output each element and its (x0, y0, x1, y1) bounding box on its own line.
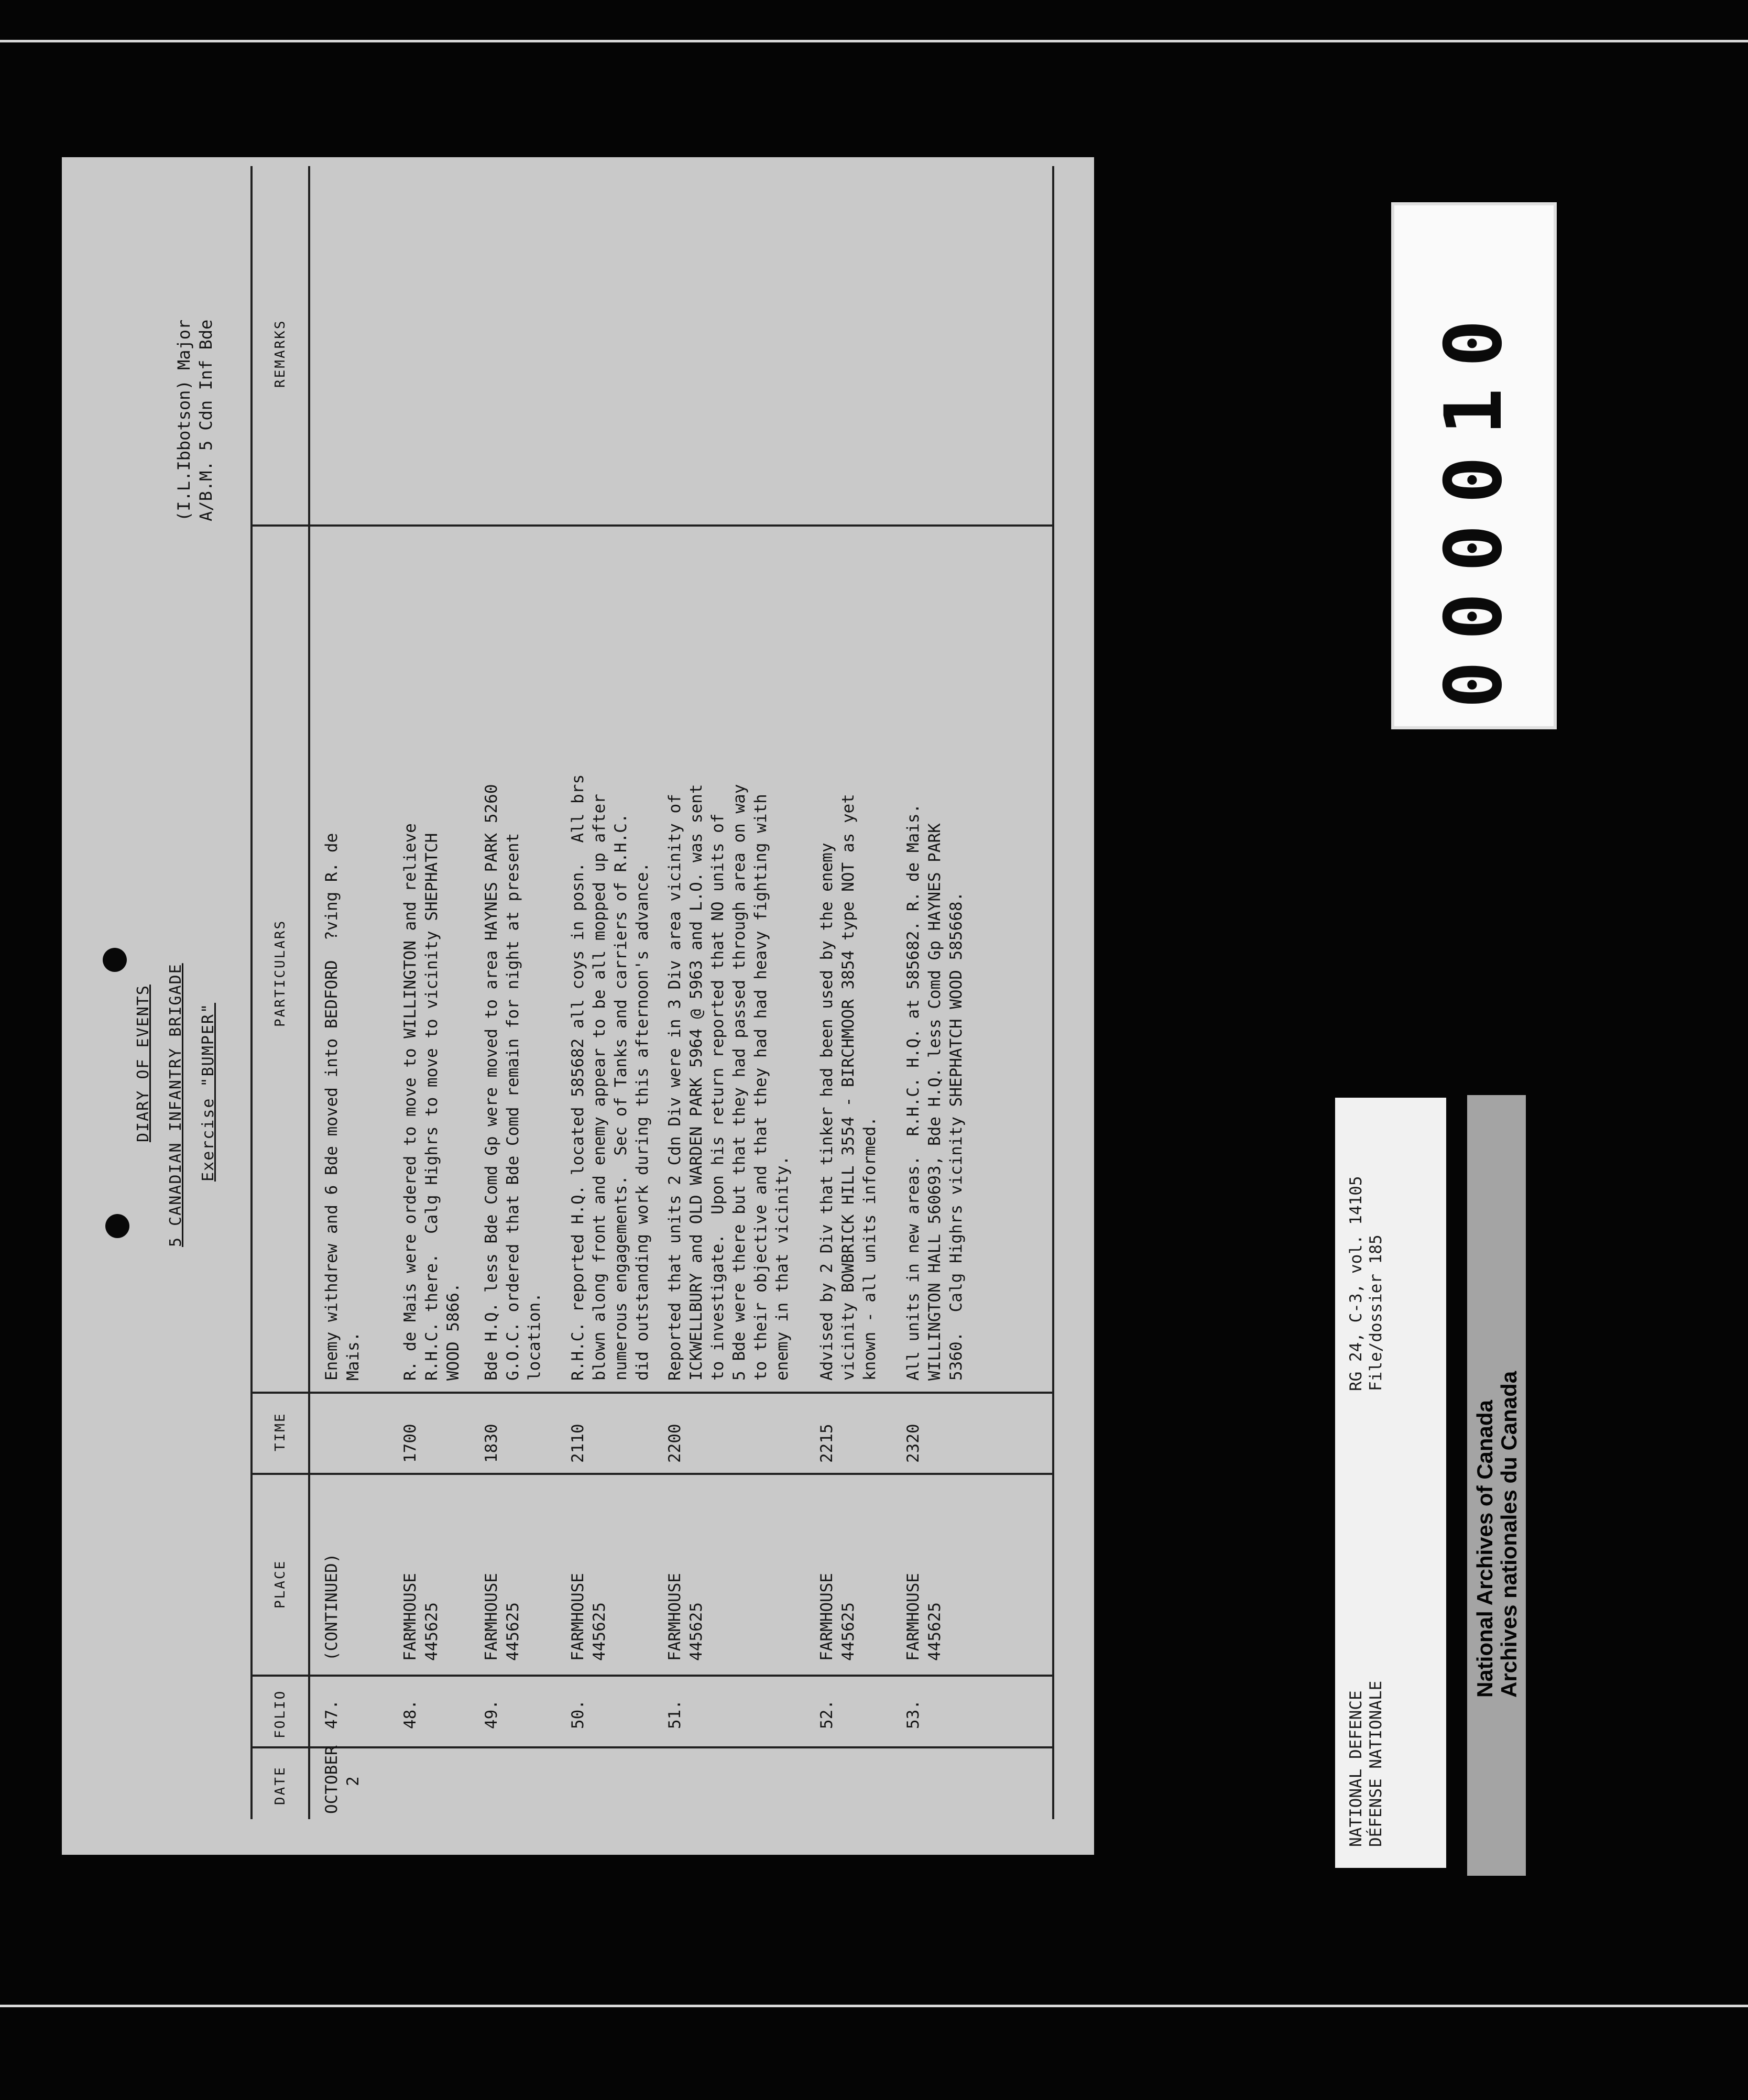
table-rule-folio-place (250, 1675, 1052, 1677)
table-rule-time-particulars (250, 1392, 1052, 1394)
table-row-folio: 48. (401, 1700, 420, 1729)
table-row-folio: 52. (817, 1700, 836, 1729)
table-rule-bottom (1052, 166, 1054, 1819)
header-place: PLACE (272, 1559, 288, 1609)
table-row-place: FARMHOUSE 445625 (401, 1573, 441, 1661)
frame-counter: 000010 (1391, 202, 1557, 729)
table-row-particulars: All units in new areas. R.H.C. H.Q. at 585682. R. de Mais. WILLINGTON HALL 560693, Bde H.Q. less Comd Gp HAYNES PARK 5360. Calg Highrs vicinity SHEPHATCH WOOD 585668. (904, 803, 966, 1381)
exercise-title: Exercise "BUMPER" (199, 1002, 217, 1182)
table-row-particulars: R. de Mais were ordered to move to WILLINGTON and relieve R.H.C. there. Calg Highrs to move to vicinity SHEPHATCH WOOD 5866. (401, 823, 463, 1381)
archives-label (1467, 1095, 1526, 1876)
table-rule-header-top (250, 166, 253, 1819)
archives-name-english: National Archives of Canada (1472, 1400, 1497, 1698)
table-row-place: (CONTINUED) (322, 1553, 341, 1661)
table-row-time: 2110 (569, 1424, 587, 1463)
table-row-particulars: R.H.C. reported H.Q. located 585682 all coys in posn. All brs blown along front and enemy appear to be all mopped up after numerous engagements. Sec of Tanks and carriers of R.H.C. did outstanding work during this afternoon's advance. (569, 774, 652, 1381)
table-row-place: FARMHOUSE 445625 (817, 1573, 858, 1661)
table-rule-place-time (250, 1473, 1052, 1475)
signature-block (173, 320, 217, 521)
table-row-folio: 50. (569, 1700, 587, 1729)
date-day: 2 (344, 1776, 363, 1786)
film-frame-top-line (0, 40, 1748, 42)
table-row-time: 2320 (904, 1424, 923, 1463)
table-row-place: FARMHOUSE 445625 (482, 1573, 522, 1661)
punch-hole-bottom (105, 1214, 129, 1238)
signature-name: (I.L.Ibbotson) Major (174, 319, 194, 521)
header-remarks: REMARKS (272, 319, 288, 388)
table-row-time: 2215 (817, 1424, 836, 1463)
accession-label (1335, 1098, 1446, 1868)
table-row-particulars: Bde H.Q. less Bde Comd Gp were moved to area HAYNES PARK 5260 G.O.C. ordered that Bde Comd remain for night at present location. (482, 784, 544, 1381)
table-rule-date-folio (250, 1746, 1052, 1748)
table-row-folio: 53. (904, 1700, 923, 1729)
record-group-reference: RG 24, C-3, vol. 14105 (1347, 1176, 1365, 1391)
table-row-folio: 51. (665, 1700, 684, 1729)
dept-english: NATIONAL DEFENCE (1347, 1690, 1365, 1847)
table-row-place: FARMHOUSE 445625 (904, 1573, 944, 1661)
header-date: DATE (272, 1766, 288, 1805)
table-row-particulars: Reported that units 2 Cdn Div were in 3 Div area vicinity of ICKWELLBURY and OLD WARDEN PARK 5964 @ 5963 and L.O. was sent to investigate. Upon his return reported that NO units of 5 Bde were there but that they had passed through area on way to their objective and that they had had heavy fighting with enemy in that vicinity. (665, 784, 792, 1381)
dept-french: DÉFENSE NATIONALE (1367, 1680, 1385, 1847)
table-row-place: FARMHOUSE 445625 (569, 1573, 609, 1661)
archives-name-french: Archives nationales du Canada (1496, 1371, 1521, 1698)
table-row-time: 1700 (401, 1424, 420, 1463)
table-row-place: FARMHOUSE 445625 (665, 1573, 706, 1661)
table-row-folio: 47. (322, 1700, 341, 1729)
signature-role: A/B.M. 5 Cdn Inf Bde (196, 319, 216, 521)
diary-sheet (62, 157, 1094, 1855)
table-row-particulars: Advised by 2 Div that tinker had been used by the enemy vicinity BOWBRICK HILL 3554 - BIRCHMOOR 3854 type NOT as yet known - all units informed. (817, 794, 879, 1381)
punch-hole-top (103, 948, 127, 972)
diary-title: DIARY OF EVENTS (134, 985, 152, 1142)
table-row-particulars: Enemy withdrew and 6 Bde moved into BEDFORD ?ving R. de Mais. (322, 833, 363, 1381)
date-cell (321, 1745, 364, 1814)
file-dossier-reference: File/dossier 185 (1367, 1234, 1385, 1391)
table-row-time: 1830 (482, 1424, 501, 1463)
table-row-time: 2200 (665, 1424, 684, 1463)
header-folio: FOLIO (272, 1689, 288, 1738)
table-rule-particulars-remarks (250, 524, 1052, 527)
film-frame-bottom-line (0, 2005, 1748, 2007)
date-month: OCTOBER (322, 1745, 341, 1814)
table-rule-header-bottom (308, 166, 310, 1819)
unit-title: 5 CANADIAN INFANTRY BRIGADE (167, 963, 185, 1247)
table-row-folio: 49. (482, 1700, 501, 1729)
header-particulars: PARTICULARS (272, 919, 288, 1027)
header-time: TIME (272, 1412, 288, 1451)
